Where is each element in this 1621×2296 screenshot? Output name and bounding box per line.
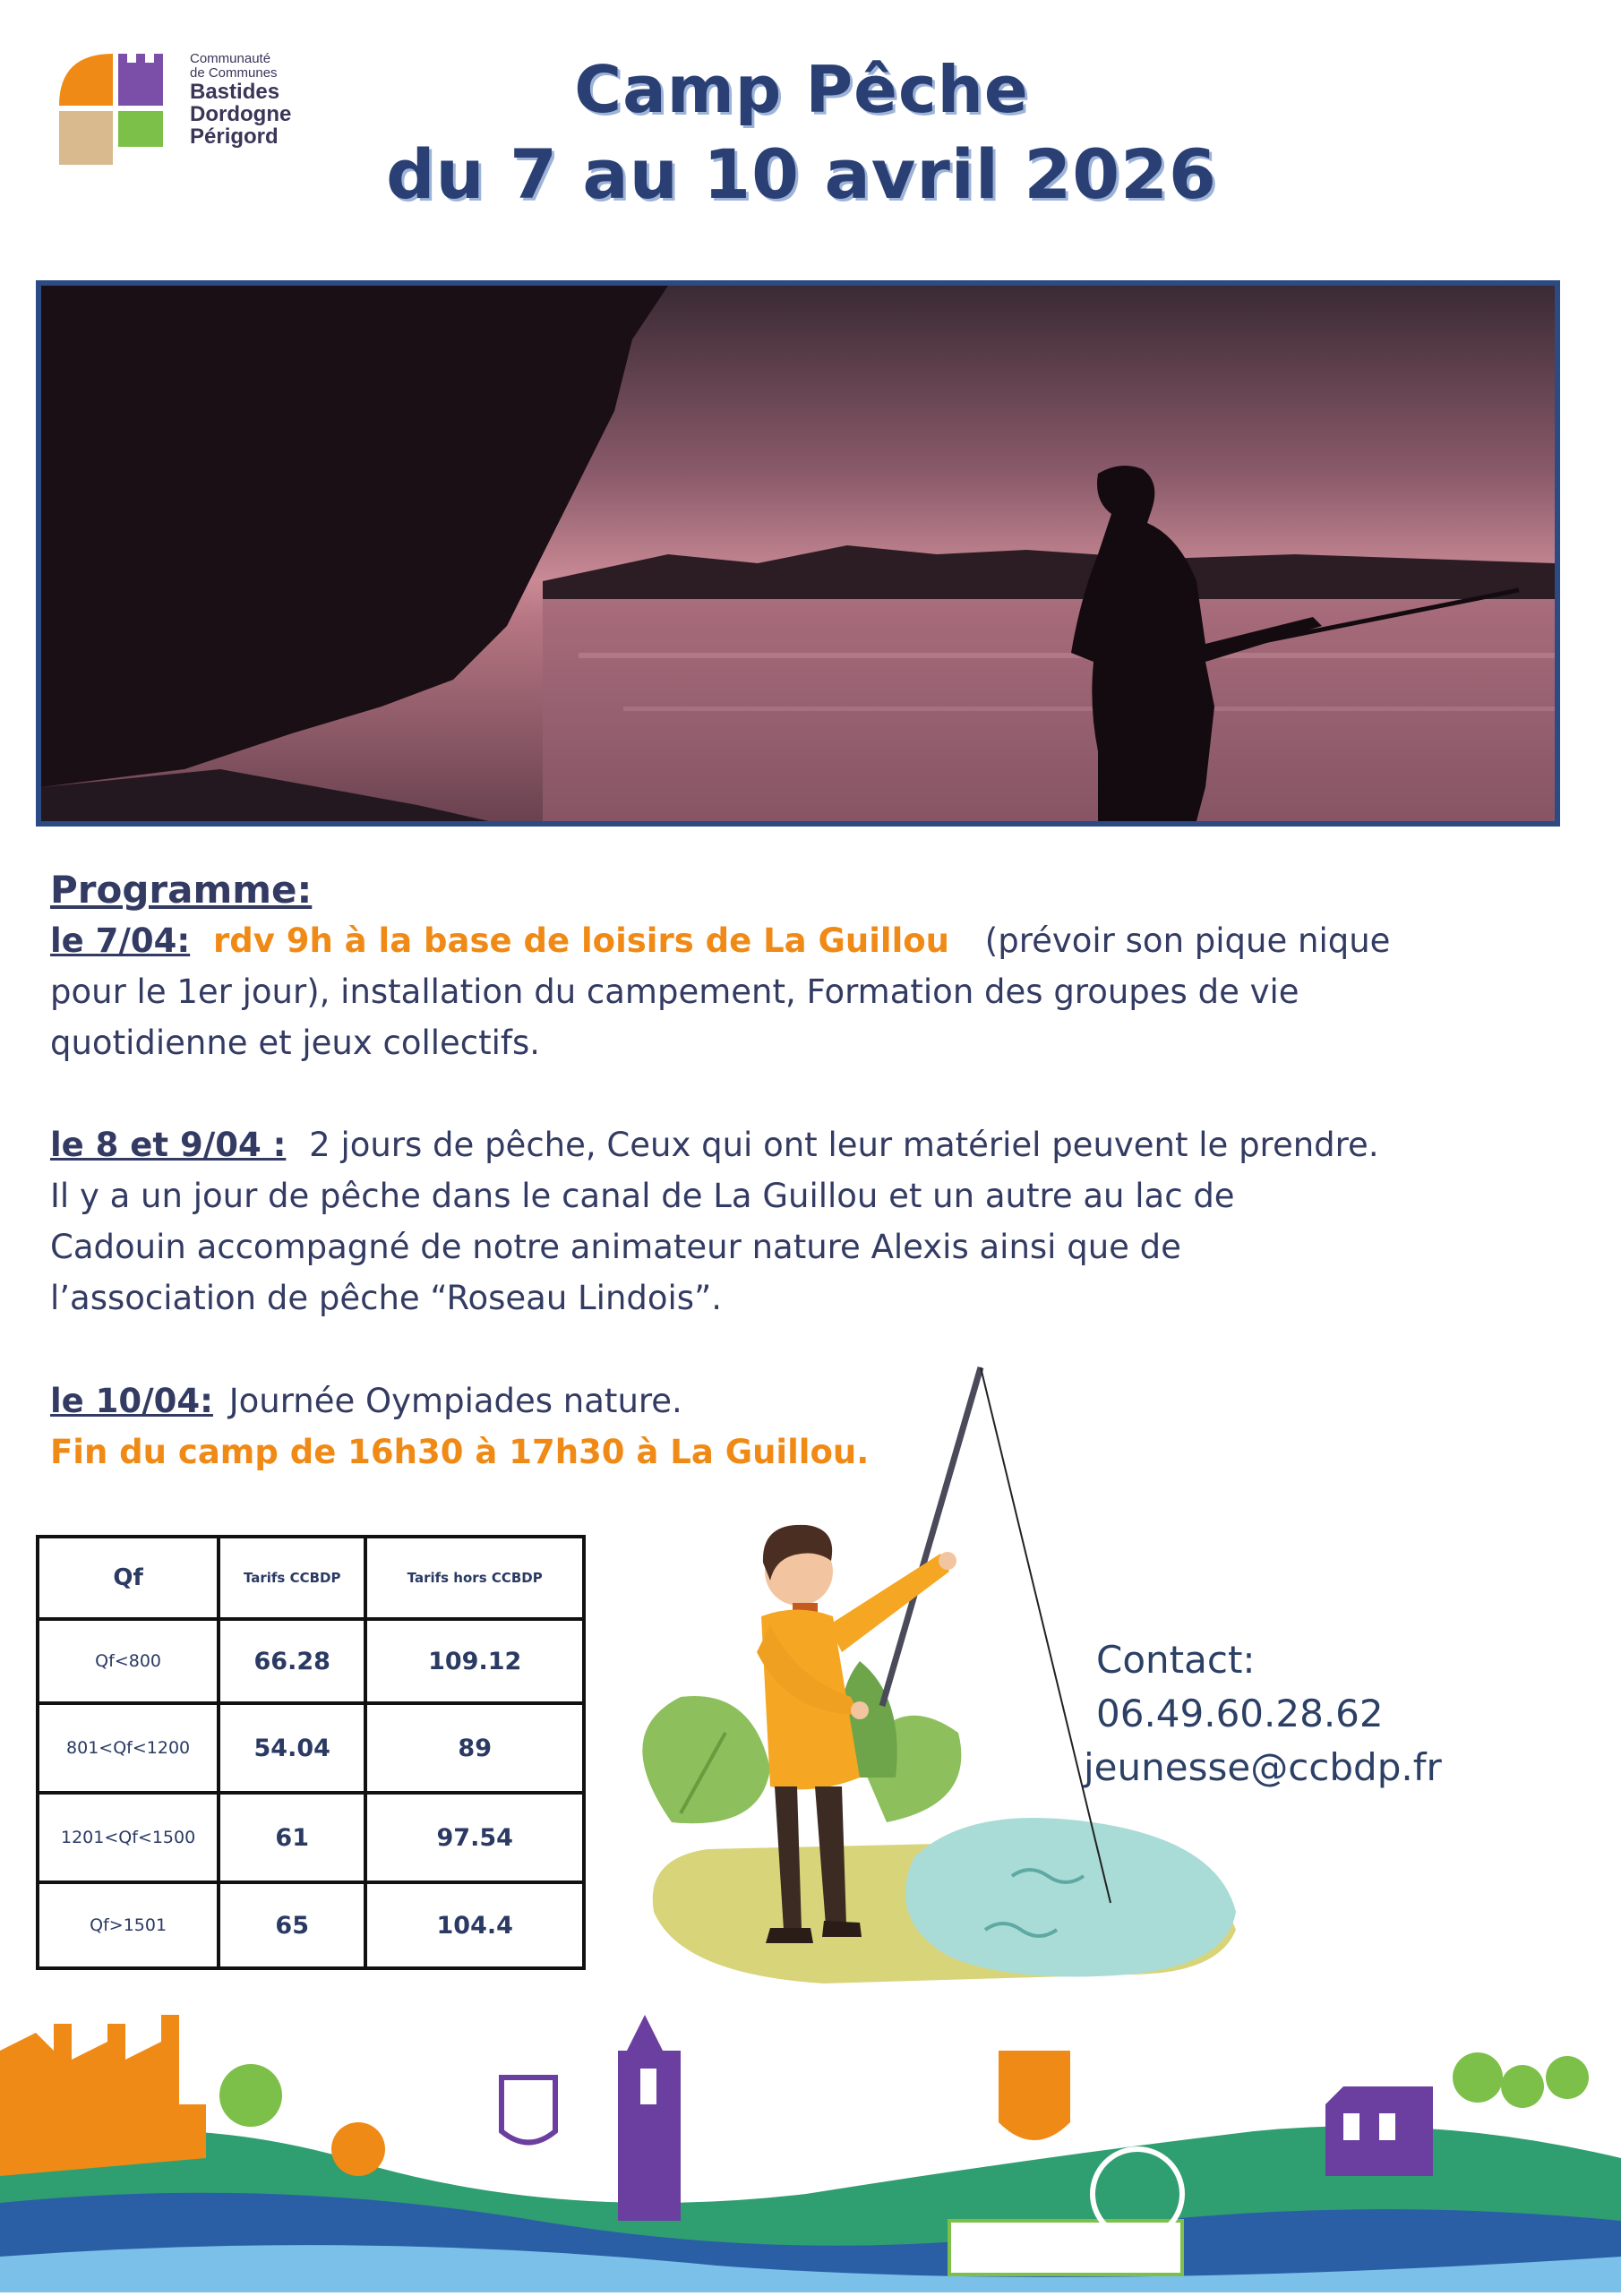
day1-line-2: pour le 1er jour), installation du campement, Formation des groupes de vie xyxy=(50,972,1299,1011)
logo-line-5: Périgord xyxy=(190,124,279,149)
contact-phone: 06.49.60.28.62 xyxy=(1096,1692,1384,1735)
table-row xyxy=(38,1793,584,1882)
day3-highlight: Fin du camp de 16h30 à 17h30 à La Guillou. xyxy=(50,1433,870,1471)
logo xyxy=(59,52,319,168)
day2-line-4: l’association de pêche “Roseau Lindois”. xyxy=(50,1279,723,1317)
rates-table xyxy=(36,1535,586,1970)
town-illustration-band xyxy=(0,1997,1621,2292)
tarif-hors-cell: 109.12 xyxy=(365,1619,584,1703)
day2-line-1 xyxy=(50,1119,1573,1170)
tarif-ccbdp-cell: 61 xyxy=(219,1793,365,1882)
day3-label: le 10/04: xyxy=(50,1382,213,1420)
header-tarifs-hors-ccbdp: Tarifs hors CCBDP xyxy=(365,1537,584,1619)
day2-text-a: 2 jours de pêche, Ceux qui ont leur matériel peuvent le prendre. xyxy=(309,1126,1379,1164)
day1-text-a: (prévoir son pique nique xyxy=(984,921,1391,960)
tarif-hors-cell: 97.54 xyxy=(365,1793,584,1882)
day1-label: le 7/04: xyxy=(50,921,191,960)
qf-cell: Qf<800 xyxy=(38,1619,219,1703)
programme-day1 xyxy=(50,915,1573,1068)
contact-label: Contact: xyxy=(1096,1638,1256,1682)
page-title: Camp Pêche xyxy=(574,52,1029,127)
day2-label: le 8 et 9/04 : xyxy=(50,1126,287,1164)
qf-cell: Qf>1501 xyxy=(38,1882,219,1968)
table-row xyxy=(38,1619,584,1703)
day2-line-2: Il y a un jour de pêche dans le canal de La Guillou et un autre au lac de xyxy=(50,1177,1235,1215)
logo-line-1: Communauté xyxy=(190,51,271,66)
day1-line-3: quotidienne et jeux collectifs. xyxy=(50,1024,540,1062)
page-subtitle-dates: du 7 au 10 avril 2026 xyxy=(386,134,1217,214)
programme-day2 xyxy=(50,1119,1573,1324)
table-row xyxy=(38,1703,584,1793)
logo-line-3: Bastides xyxy=(190,79,280,104)
tarif-ccbdp-cell: 66.28 xyxy=(219,1619,365,1703)
contact-email: jeunesse@ccbdp.fr xyxy=(1084,1745,1442,1789)
tarif-ccbdp-cell: 65 xyxy=(219,1882,365,1968)
programme-heading: Programme: xyxy=(50,868,313,912)
qf-cell: 1201<Qf<1500 xyxy=(38,1793,219,1882)
day3-text-a: Journée Oympiades nature. xyxy=(228,1382,682,1420)
day1-line-1 xyxy=(50,915,1573,966)
header-qf: Qf xyxy=(38,1537,219,1619)
logo-line-2: de Communes xyxy=(190,64,278,81)
tarif-hors-cell: 104.4 xyxy=(365,1882,584,1968)
table-header-row xyxy=(38,1537,584,1619)
tarif-hors-cell: 89 xyxy=(365,1703,584,1793)
header-tarifs-ccbdp: Tarifs CCBDP xyxy=(219,1537,365,1619)
logo-text xyxy=(190,52,333,148)
logo-mark xyxy=(59,52,184,168)
sunset-fishing-photo xyxy=(36,280,1560,827)
table-row xyxy=(38,1882,584,1968)
day2-line-3: Cadouin accompagné de notre animateur nature Alexis ainsi que de xyxy=(50,1228,1181,1266)
tarif-ccbdp-cell: 54.04 xyxy=(219,1703,365,1793)
qf-cell: 801<Qf<1200 xyxy=(38,1703,219,1793)
logo-line-4: Dordogne xyxy=(190,101,292,126)
day1-highlight: rdv 9h à la base de loisirs de La Guillou xyxy=(212,921,950,960)
photo-image xyxy=(41,286,1555,821)
